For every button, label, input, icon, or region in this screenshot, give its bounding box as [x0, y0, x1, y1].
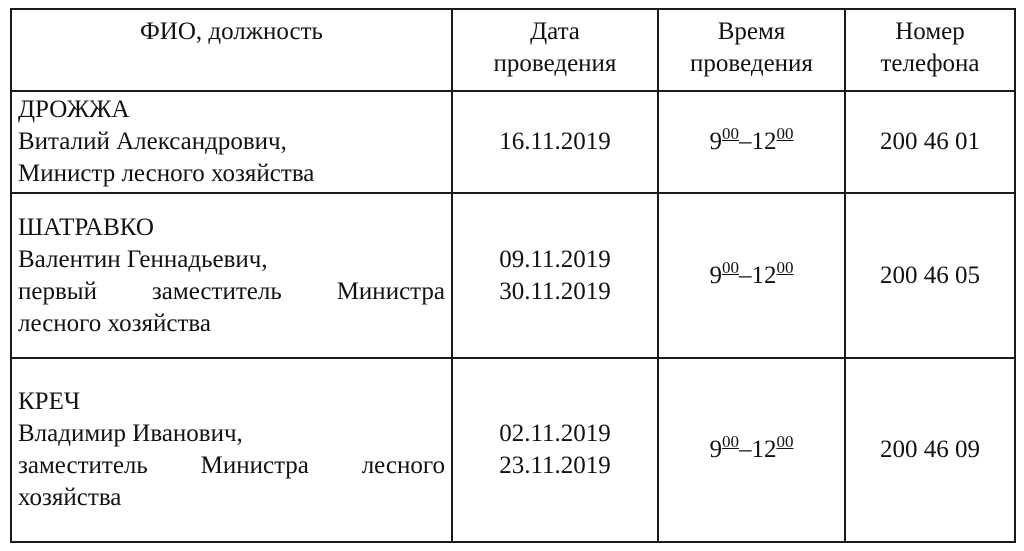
official-surname: ДРОЖЖА	[18, 96, 130, 123]
date-value: 09.11.2019	[499, 245, 611, 273]
official-name-line: Виталий Александрович,	[18, 128, 287, 155]
date-cell	[452, 193, 658, 358]
header-time-line-1: Время	[717, 18, 786, 45]
time-end-hour: 12	[751, 436, 777, 463]
header-phone	[845, 9, 1015, 91]
time-end-hour: 12	[751, 128, 777, 155]
official-name-line: Владимир Иванович,	[18, 420, 243, 447]
table-row	[11, 91, 1015, 193]
header-date-line-2: проведения	[493, 50, 617, 77]
date-value: 02.11.2019	[499, 420, 611, 447]
time-start-minutes: 00	[722, 432, 739, 451]
date-value: 30.11.2019	[499, 277, 611, 305]
time-dash: –	[739, 261, 752, 289]
time-start-hour: 9	[709, 436, 722, 463]
date-cell	[452, 91, 658, 193]
phone-value: 200 46 05	[880, 261, 980, 289]
time-end-minutes: 00	[776, 257, 794, 277]
phone-value: 200 46 01	[880, 128, 980, 155]
header-phone-line-2: телефона	[880, 50, 980, 77]
official-cell	[11, 193, 452, 358]
header-date-line-1: Дата	[530, 18, 580, 45]
official-surname: ШАТРАВКО	[18, 213, 154, 241]
table-row	[11, 358, 1015, 542]
time-end-minutes: 00	[776, 432, 794, 451]
official-cell	[11, 91, 452, 193]
table-row	[11, 193, 1015, 358]
time-start-hour: 9	[709, 128, 722, 155]
time-end-minutes: 00	[776, 124, 794, 143]
official-surname: КРЕЧ	[18, 388, 81, 415]
phone-cell	[845, 91, 1015, 193]
official-name-line: лесного хозяйства	[18, 309, 211, 337]
time-start-minutes: 00	[722, 257, 739, 277]
time-cell	[658, 193, 845, 358]
time-cell	[658, 91, 845, 193]
official-name-line: хозяйства	[18, 484, 122, 511]
time-cell	[658, 358, 845, 542]
time-dash: –	[739, 128, 752, 155]
time-start-minutes: 00	[722, 124, 739, 143]
date-value: 16.11.2019	[499, 128, 611, 155]
phone-value: 200 46 09	[880, 436, 980, 463]
header-time-line-2: проведения	[690, 50, 813, 77]
official-name-line: Министр лесного хозяйства	[18, 160, 315, 187]
official-cell	[11, 358, 452, 542]
date-value: 23.11.2019	[499, 452, 611, 479]
header-time	[658, 9, 845, 91]
time-dash: –	[739, 436, 752, 463]
time-start-hour: 9	[709, 261, 722, 289]
official-name-line: заместитель Министра лесного	[18, 452, 445, 479]
header-date	[452, 9, 658, 91]
header-row	[11, 9, 1015, 91]
header-name	[11, 9, 452, 91]
header-phone-line-1: Номер	[895, 18, 965, 45]
phone-cell	[845, 193, 1015, 358]
official-name-line: первый заместитель Министра	[18, 277, 445, 305]
date-cell	[452, 358, 658, 542]
reception-schedule-table	[10, 8, 1016, 543]
time-end-hour: 12	[751, 261, 777, 289]
official-name-line: Валентин Геннадьевич,	[18, 245, 268, 273]
phone-cell	[845, 358, 1015, 542]
header-name-line: ФИО, должность	[140, 18, 323, 45]
